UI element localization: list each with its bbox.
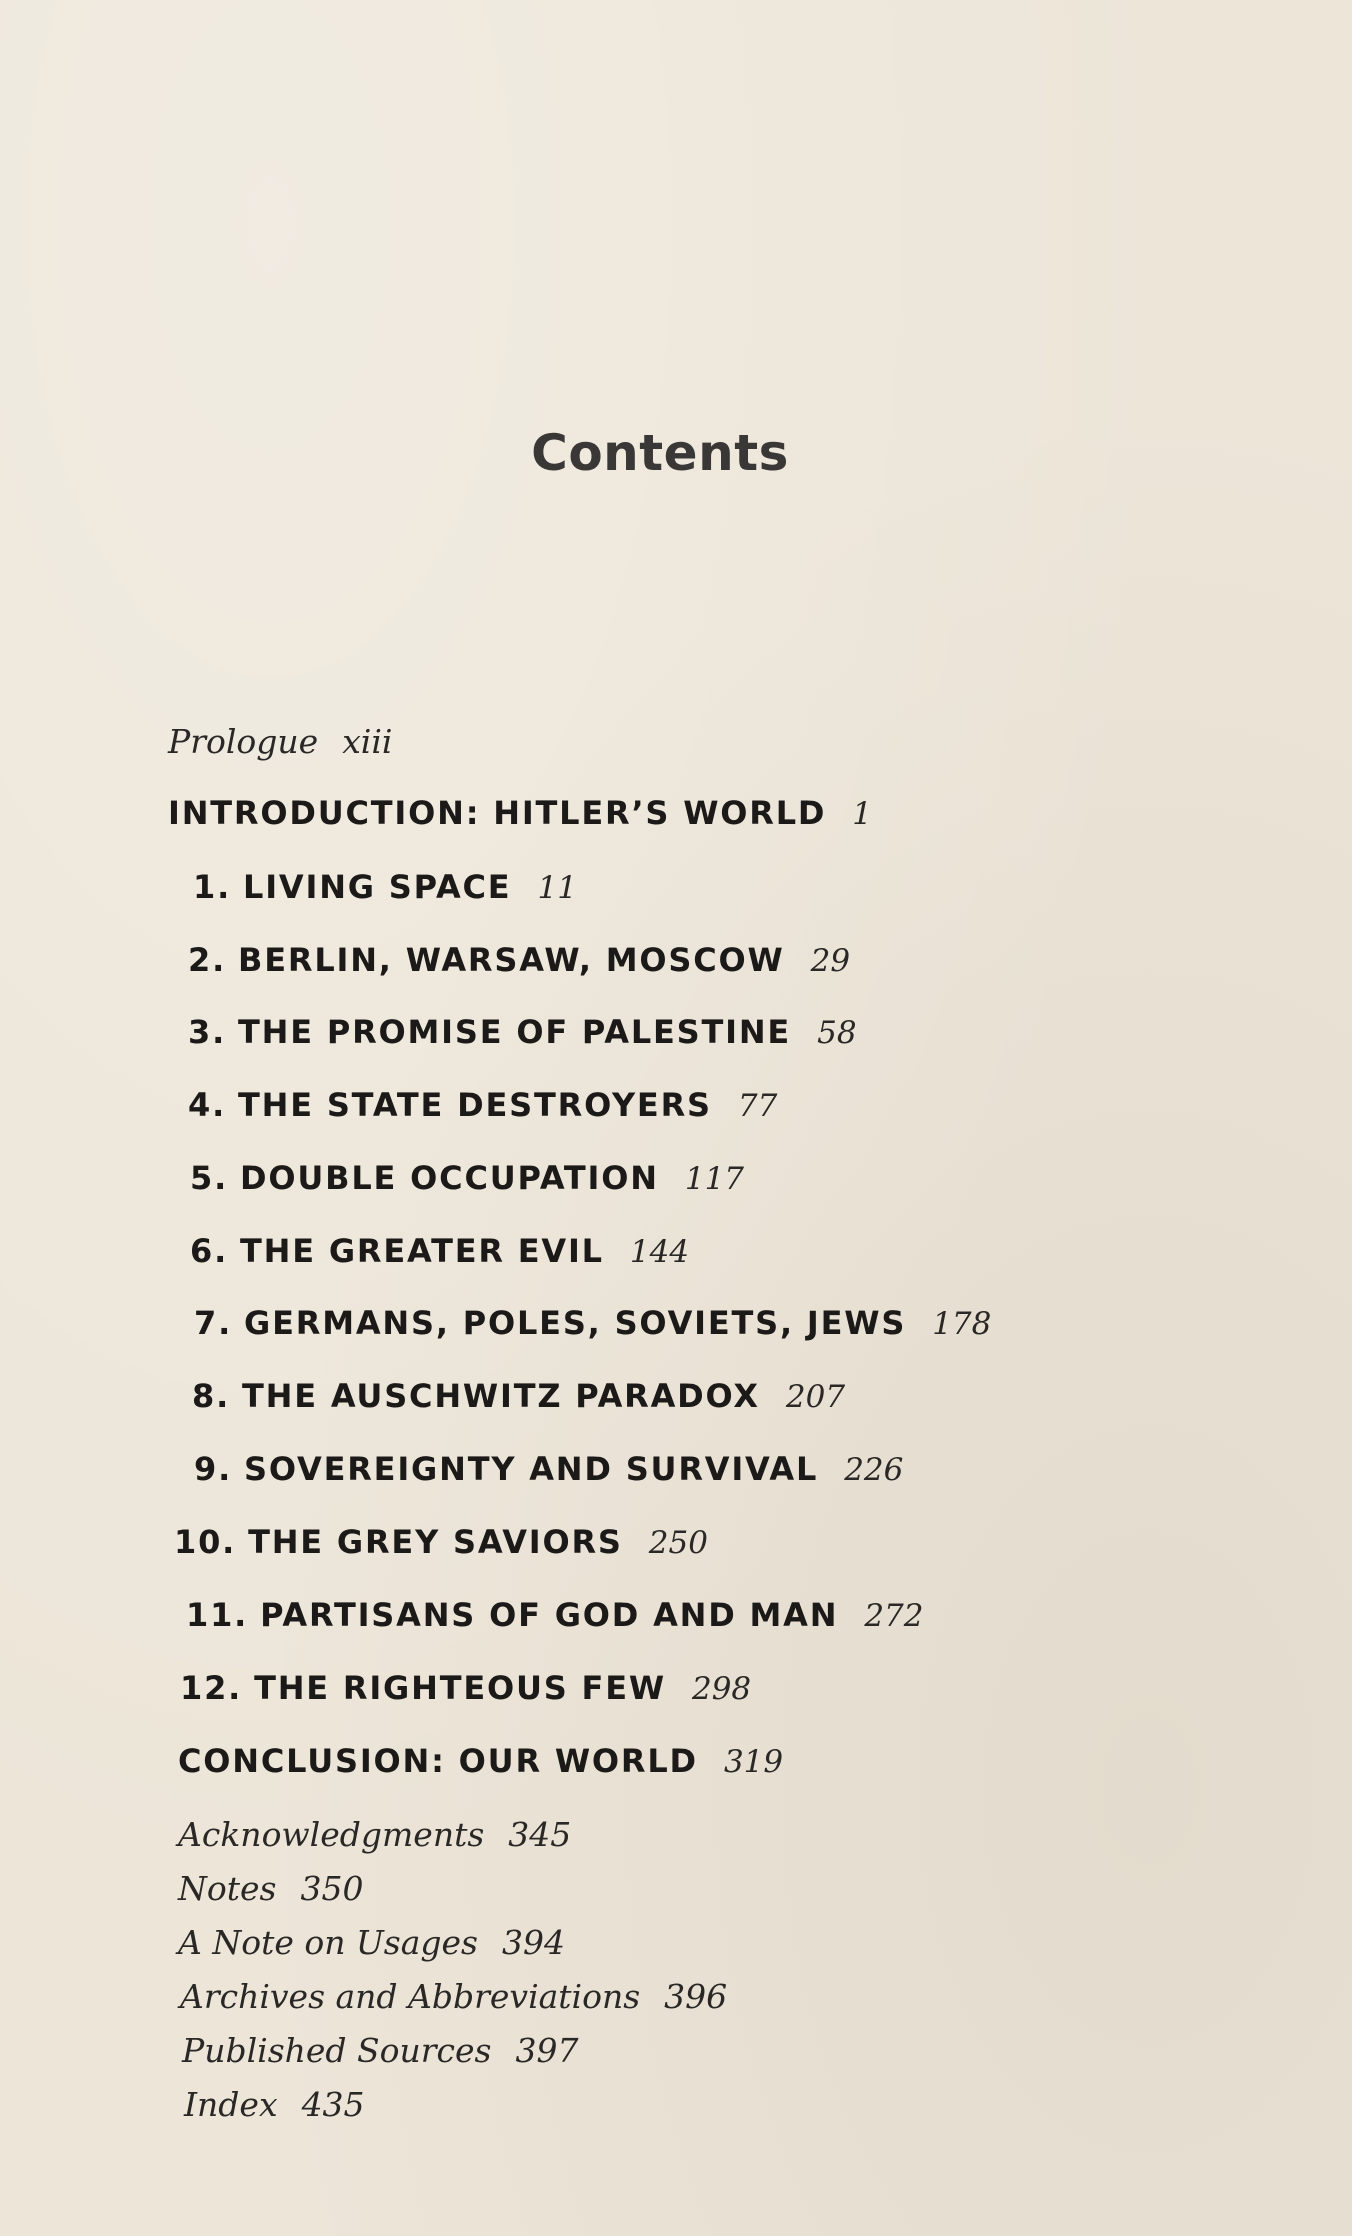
toc-entry-chapter-6[interactable] [190, 1232, 689, 1270]
entry-page: 350 [300, 1869, 364, 1908]
toc-entry-archives[interactable] [180, 1977, 727, 2016]
chapter-number: 10. [174, 1523, 237, 1561]
toc-entry-chapter-5[interactable] [190, 1159, 744, 1197]
chapter-number: 2. [188, 941, 227, 979]
entry-page: 396 [664, 1977, 728, 2016]
toc-entry-chapter-4[interactable] [188, 1086, 777, 1124]
toc-entry-chapter-1[interactable] [193, 868, 577, 906]
entry-label: THE STATE DESTROYERS [238, 1086, 712, 1124]
entry-page: 11 [537, 870, 577, 906]
entry-label: GERMANS, POLES, SOVIETS, JEWS [244, 1304, 907, 1342]
entry-label: A Note on Usages [178, 1923, 478, 1962]
chapter-number: 9. [194, 1450, 233, 1488]
entry-page: 272 [864, 1598, 924, 1634]
entry-label: Notes [178, 1869, 277, 1908]
page-title: Contents [531, 424, 789, 482]
chapter-number: 1. [193, 868, 232, 906]
entry-label: CONCLUSION: OUR WORLD [178, 1742, 698, 1780]
chapter-number: 11. [186, 1596, 249, 1634]
entry-page: 58 [817, 1015, 857, 1051]
chapter-number: 12. [180, 1669, 243, 1707]
entry-label: THE PROMISE OF PALESTINE [238, 1013, 792, 1051]
toc-entry-chapter-11[interactable] [186, 1596, 923, 1634]
toc-entry-note-on-usages[interactable] [178, 1923, 565, 1962]
entry-label: BERLIN, WARSAW, MOSCOW [238, 941, 785, 979]
toc-entry-chapter-10[interactable] [174, 1523, 708, 1561]
entry-label: Published Sources [182, 2031, 492, 2070]
toc-entry-notes[interactable] [178, 1869, 363, 1908]
toc-entry-index[interactable] [184, 2085, 365, 2124]
toc-entry-conclusion[interactable] [178, 1742, 783, 1780]
entry-label: Index [184, 2085, 278, 2124]
entry-label: Acknowledgments [178, 1815, 485, 1854]
toc-entry-introduction[interactable] [168, 794, 872, 832]
entry-page: 394 [501, 1923, 565, 1962]
chapter-number: 8. [192, 1377, 231, 1415]
entry-page: xiii [342, 722, 393, 761]
entry-page: 345 [508, 1815, 572, 1854]
entry-page: 117 [684, 1161, 745, 1197]
entry-page: 226 [844, 1452, 904, 1488]
toc-entry-published-sources[interactable] [182, 2031, 578, 2070]
entry-label: DOUBLE OCCUPATION [240, 1159, 659, 1197]
entry-label: LIVING SPACE [243, 868, 512, 906]
chapter-number: 5. [190, 1159, 229, 1197]
entry-label: THE AUSCHWITZ PARADOX [242, 1377, 760, 1415]
entry-label: THE RIGHTEOUS FEW [254, 1669, 666, 1707]
entry-page: 435 [301, 2085, 365, 2124]
entry-page: 207 [785, 1379, 846, 1415]
entry-page: 298 [691, 1671, 752, 1707]
entry-label: PARTISANS OF GOD AND MAN [260, 1596, 839, 1634]
entry-page: 178 [932, 1306, 992, 1342]
entry-label: Prologue [168, 722, 319, 761]
entry-page: 29 [810, 943, 851, 979]
toc-entry-chapter-7[interactable] [194, 1304, 991, 1342]
entry-page: 144 [629, 1234, 690, 1270]
toc-entry-chapter-3[interactable] [188, 1013, 857, 1051]
toc-entry-prologue[interactable] [168, 722, 392, 761]
entry-page: 319 [723, 1744, 784, 1780]
toc-entry-chapter-9[interactable] [194, 1450, 903, 1488]
toc-entry-chapter-12[interactable] [180, 1669, 751, 1707]
chapter-number: 3. [188, 1013, 227, 1051]
chapter-number: 4. [188, 1086, 227, 1124]
entry-label: THE GREATER EVIL [240, 1232, 604, 1270]
entry-label: THE GREY SAVIORS [248, 1523, 623, 1561]
toc-entry-chapter-2[interactable] [188, 941, 850, 979]
chapter-number: 7. [194, 1304, 233, 1342]
entry-page: 397 [515, 2031, 579, 2070]
toc-entry-acknowledgments[interactable] [178, 1815, 571, 1854]
entry-label: Archives and Abbreviations [180, 1977, 641, 2016]
entry-page: 250 [648, 1525, 708, 1561]
entry-label: INTRODUCTION: HITLER’S WORLD [168, 794, 827, 832]
entry-page: 77 [737, 1088, 778, 1124]
entry-page: 1 [852, 796, 873, 832]
entry-label: SOVEREIGNTY AND SURVIVAL [244, 1450, 819, 1488]
toc-entry-chapter-8[interactable] [192, 1377, 845, 1415]
chapter-number: 6. [190, 1232, 229, 1270]
